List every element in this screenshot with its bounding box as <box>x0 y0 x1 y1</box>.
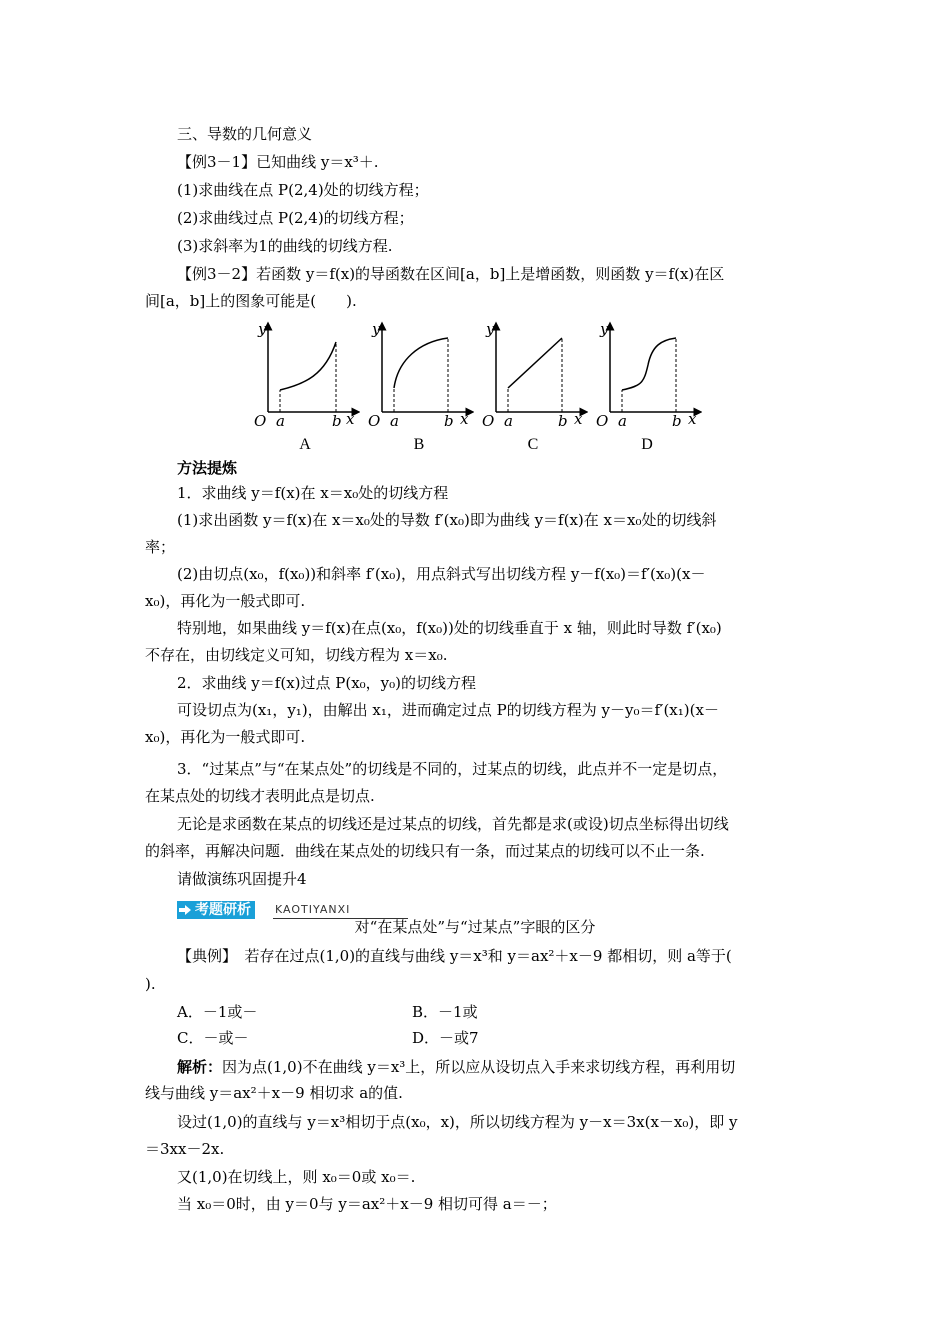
b-label: b <box>444 412 454 430</box>
x-axis-label: x <box>460 410 469 428</box>
option-a: A．－1或－ <box>177 1003 258 1021</box>
method-p6a: 可设切点为(x₁，y₁)，由解出 x₁，进而确定过点 P的切线方程为 y－y₀＝f′(x₁)(x－ <box>177 701 719 719</box>
method-p3b: x₀)，再化为一般式即可. <box>145 592 306 610</box>
figure-caption: D <box>641 436 653 453</box>
method-p3a: (2)由切点(x₀，f(x₀))和斜率 f′(x₀)，用点斜式写出切线方程 y－f(x₀)＝f′(x₀)(x－ <box>177 565 706 583</box>
example-3-1-head: 【例3－1】已知曲线 y＝x³＋. <box>177 153 379 171</box>
origin-label: O <box>368 412 381 430</box>
graph-options <box>250 320 710 460</box>
example-3-2-line2: 间[a，b]上的图象可能是( ). <box>145 292 357 310</box>
origin-label: O <box>596 412 609 430</box>
method-p2b: 率； <box>145 538 176 556</box>
option-b: B．－1或 <box>412 1003 478 1021</box>
figure-caption: A <box>299 436 311 453</box>
example-3-2-line1: 【例3－2】若函数 y＝f(x)的导函数在区间[a，b]上是增函数，则函数 y＝f(x)在区 <box>177 265 725 283</box>
method-p4a: 特别地，如果曲线 y＝f(x)在点(x₀，f(x₀))处的切线垂直于 x 轴，则此时导数 f′(x₀) <box>177 619 722 637</box>
arrow-icon <box>179 905 191 915</box>
option-c: C．－或－ <box>177 1029 249 1047</box>
method-p4b: 不存在，由切线定义可知，切线方程为 x＝x₀. <box>145 646 448 664</box>
y-axis-label: y <box>372 320 381 338</box>
a-label: a <box>504 412 513 430</box>
method-p9: 请做演练巩固提升4 <box>177 870 307 888</box>
typical-example-line1: 【典例】 若存在过点(1,0)的直线与曲线 y＝x³和 y＝ax²＋x－9 都相切，则 a等于( <box>177 947 732 965</box>
a-label: a <box>276 412 285 430</box>
x-axis-label: x <box>346 410 355 428</box>
b-label: b <box>332 412 342 430</box>
example-3-1-q1: (1)求曲线在点 P(2,4)处的切线方程； <box>177 181 429 199</box>
figure-d <box>592 320 702 460</box>
method-title: 方法提炼 <box>177 459 238 477</box>
figure-caption: B <box>413 436 425 453</box>
x-axis-label: x <box>688 410 697 428</box>
method-p2a: (1)求出函数 y＝f(x)在 x＝x₀处的导数 f′(x₀)即为曲线 y＝f(x)在 x＝x₀处的切线斜 <box>177 511 717 529</box>
solution-s1b: 线与曲线 y＝ax²＋x－9 相切求 a的值. <box>145 1084 403 1102</box>
b-label: b <box>558 412 568 430</box>
method-p1: 1．求曲线 y＝f(x)在 x＝x₀处的切线方程 <box>177 484 449 502</box>
y-axis-label: y <box>486 320 495 338</box>
solution-s4: 当 x₀＝0时，由 y＝0与 y＝ax²＋x－9 相切可得 a＝－； <box>177 1195 557 1213</box>
solution-s2a: 设过(1,0)的直线与 y＝x³相切于点(x₀，x)，所以切线方程为 y－x＝3x(x－x₀)，即 y <box>177 1113 738 1131</box>
method-p8b: 的斜率，再解决问题．曲线在某点处的切线只有一条，而过某点的切线可以不止一条. <box>145 842 705 860</box>
example-3-1-q2: (2)求曲线过点 P(2,4)的切线方程； <box>177 209 414 227</box>
subtitle: 对“在某点处”与“过某点”字眼的区分 <box>354 918 596 936</box>
method-p8a: 无论是求函数在某点的切线还是过某点的切线，首先都是求(或设)切点坐标得出切线 <box>177 815 729 833</box>
section-title: 三、导数的几何意义 <box>177 125 313 143</box>
solution-label: 解析： <box>177 1058 223 1076</box>
banner-pinyin: KAOTIYANXI <box>275 903 351 916</box>
x-axis-label: x <box>574 410 583 428</box>
y-axis-label: y <box>600 320 609 338</box>
origin-label: O <box>482 412 495 430</box>
method-p7a: 3．“过某点”与“在某点处”的切线是不同的，过某点的切线，此点并不一定是切点， <box>177 760 728 778</box>
method-p5: 2．求曲线 y＝f(x)过点 P(x₀，y₀)的切线方程 <box>177 674 477 692</box>
solution-text: 因为点(1,0)不在曲线 y＝x³上，所以应从设切点入手来求切线方程，再利用切 <box>222 1058 736 1076</box>
origin-label: O <box>254 412 267 430</box>
a-label: a <box>390 412 399 430</box>
figure-caption: C <box>527 436 539 453</box>
figure-c <box>478 320 588 460</box>
b-label: b <box>672 412 682 430</box>
example-3-1-q3: (3)求斜率为1的曲线的切线方程. <box>177 237 393 255</box>
option-d: D．－或7 <box>412 1029 479 1047</box>
y-axis-label: y <box>258 320 267 338</box>
a-label: a <box>618 412 627 430</box>
figure-a <box>250 320 360 460</box>
banner-label: 考题研析 <box>177 901 255 919</box>
typical-example-line2: ). <box>145 975 156 993</box>
method-p7b: 在某点处的切线才表明此点是切点. <box>145 787 375 805</box>
method-p6b: x₀)，再化为一般式即可. <box>145 728 306 746</box>
solution-s2b: ＝3xx－2x. <box>145 1140 225 1158</box>
solution-s3: 又(1,0)在切线上，则 x₀＝0或 x₀＝. <box>177 1168 416 1186</box>
figure-b <box>364 320 474 460</box>
solution-s1a <box>177 1057 735 1077</box>
